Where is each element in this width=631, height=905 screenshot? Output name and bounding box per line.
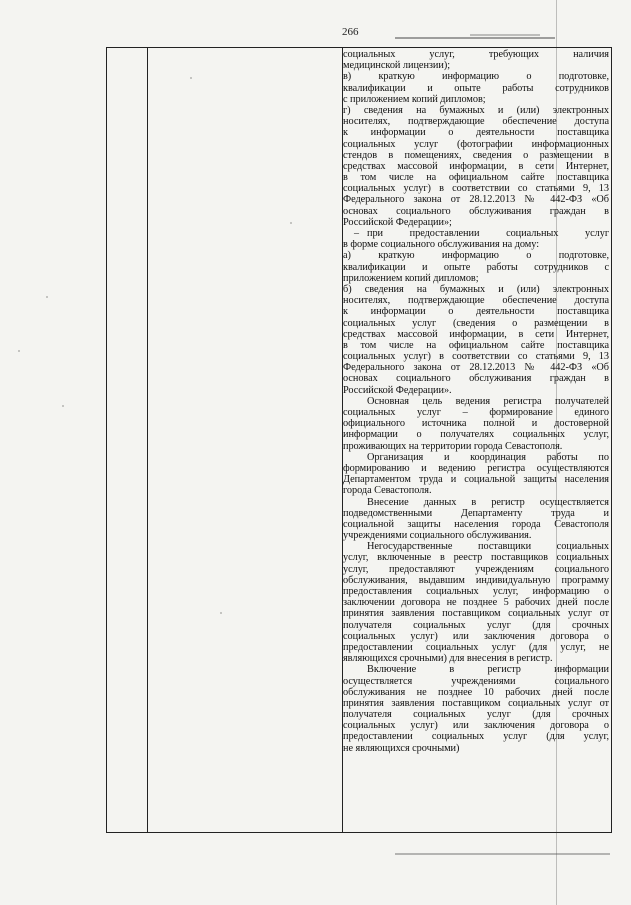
- text-line: услуг, включенные в реестр поставщиков социальных: [343, 552, 609, 564]
- text-line: осуществляется учреждениями социального: [343, 675, 609, 687]
- text-line: при предоставлении социальных услуг: [367, 228, 609, 239]
- text-line: медицинской лицензии);: [343, 60, 451, 72]
- text-line: Основная цель ведения регистра получателей: [367, 395, 609, 407]
- text-line: являющихся срочными) для внесения в регистр.: [343, 653, 553, 665]
- text-line: формированию и ведению регистра осуществляются: [343, 462, 609, 474]
- scan-speck: [62, 405, 64, 407]
- text-line: носителях, подтверждающие обеспечение доступа: [343, 295, 609, 307]
- text-line: средствах массовой информации, в сети Интернет,: [343, 160, 609, 172]
- text-line: получателя социальных услуг (для срочных: [343, 709, 609, 721]
- text-line: стендов в помещениях, сведения о размещении в: [343, 149, 609, 161]
- text-line: социальных услуг) в соответствии со статьями 9, 13: [343, 351, 609, 363]
- text-line: официального источника полной и достоверной: [343, 418, 609, 430]
- text-line: социальных услуг (сведения о размещении в: [343, 317, 609, 329]
- text-line: Внесение данных в регистр осуществляется: [367, 496, 609, 508]
- text-line: Негосударственные поставщики социальных: [367, 541, 609, 553]
- text-line: учреждениями социального обслуживания.: [343, 530, 532, 542]
- text-line: социальных услуг) или заключения договора о: [343, 630, 609, 642]
- text-line: города Севастополя.: [343, 485, 432, 497]
- text-line: социальных услуг) или заключения договора о: [343, 720, 609, 732]
- text-line: подведомственными Департаменту труда и: [343, 507, 609, 519]
- text-line: социальных услуг (фотографии информационных: [343, 138, 609, 150]
- text-line: Российской Федерации».: [343, 384, 452, 396]
- text-line: не являющихся срочными): [343, 742, 460, 754]
- text-line: заключении договора не позднее 5 рабочих дней после: [343, 597, 609, 609]
- header-scan-smudge-2: [470, 34, 540, 36]
- text-line: Российской Федерации»;: [343, 216, 452, 228]
- text-line: основах социального обслуживания граждан в: [343, 373, 609, 385]
- text-line: приложением копий дипломов;: [343, 272, 479, 284]
- text-line: предоставлении социальных услуг (для услуг,: [343, 731, 609, 743]
- text-line: социальных услуг – формирование единого: [343, 407, 609, 418]
- text-line: социальных услуг) в соответствии со статьями 9, 13: [343, 183, 609, 195]
- text-line: в том числе на официальном сайте поставщика: [343, 339, 609, 351]
- text-line: предоставления социальных услуг, информацию о: [343, 586, 609, 597]
- text-line: обслуживания не позднее 10 рабочих дней после: [343, 686, 609, 698]
- text-line: Федерального закона от 28.12.2013 № 442-ФЗ «Об: [343, 362, 609, 374]
- text-line: квалификации и опыте работы сотрудников с: [343, 261, 609, 273]
- page-number: 266: [342, 26, 359, 38]
- scan-speck: [18, 350, 20, 352]
- text-line: предоставлении социальных услуг (для услуг, не: [343, 641, 609, 653]
- table-column-divider-1: [147, 48, 148, 832]
- scan-speck: [46, 296, 48, 298]
- text-line: основах социального обслуживания граждан в: [343, 205, 609, 217]
- text-line: Организация и координация работы по: [367, 451, 609, 463]
- text-line: информации о получателях социальных услуг,: [343, 429, 609, 441]
- text-line: к информации о деятельности поставщика: [343, 127, 609, 139]
- text-line: получателя социальных услуг (для срочных: [343, 619, 609, 631]
- footer-scan-smudge: [395, 853, 610, 855]
- text-line: г) сведения на бумажных и (или) электронных: [343, 104, 609, 116]
- text-line: социальной защиты населения города Севастополя: [343, 518, 609, 530]
- text-line: б) сведения на бумажных и (или) электронных: [343, 283, 609, 295]
- text-line: с приложением копий дипломов;: [343, 93, 486, 105]
- text-line: социальных услуг, требующих наличия: [343, 49, 609, 60]
- text-line: носителях, подтверждающие обеспечение доступа: [343, 116, 609, 128]
- text-line: в том числе на официальном сайте поставщика: [343, 172, 609, 184]
- header-scan-smudge: [395, 37, 555, 39]
- text-line: проживающих на территории города Севастополя.: [343, 440, 563, 452]
- text-line: в) краткую информацию о подготовке,: [343, 71, 609, 83]
- text-line: Департаментом труда и социальной защиты населения: [343, 474, 609, 486]
- text-line: принятия заявления поставщиком социальных услуг от: [343, 697, 609, 709]
- text-line: Федерального закона от 28.12.2013 № 442-ФЗ «Об: [343, 194, 609, 206]
- text-line: средствах массовой информации, в сети Интернет,: [343, 328, 609, 340]
- text-line: услуг, предоставляют учреждениям социального: [343, 563, 609, 575]
- text-line: обслуживания, выдавшим индивидуальную программу: [343, 574, 609, 586]
- list-dash-marker: –: [354, 228, 359, 239]
- text-line: а) краткую информацию о подготовке,: [343, 250, 609, 262]
- text-line: к информации о деятельности поставщика: [343, 306, 609, 318]
- text-line: принятия заявления поставщиком социальных услуг от: [343, 608, 609, 620]
- text-line: квалификации и опыте работы сотрудников: [343, 82, 609, 94]
- text-line: в форме социального обслуживания на дому:: [343, 239, 540, 251]
- text-line: Включение в регистр информации: [367, 664, 609, 676]
- table-cell-text: [343, 49, 609, 754]
